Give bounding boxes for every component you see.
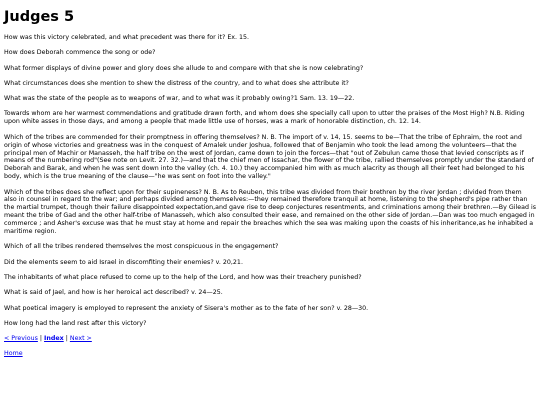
question-1: How was this victory celebrated, and what precedent was there for it? Ex. 15. <box>4 34 250 41</box>
nav-separator: | <box>39 335 43 343</box>
question-8: Which of the tribes does she reflect upon for their supineness? N. B. As to Reuben, this tribe was divided from their brethren by the river Jordan ; divided from them also in counsel in regard to the war; and perhaps divided among themselves:—they remained therefore tranquil at home, listening to the shepherd's pipe rather than the martial trumpet, though their failure disappointed expectation,and gave rise to deep conjectures resentments, and criminations among their brethren.—By Gilead is meant the tribe of Gad and the other half-tribe of Manasseh, which also consulted their ease, and remained on the other side of Jordan.—Dan was too much engaged in commerce ; and Asher's excuse was that he must stay at home and repair the breaches which the sea was making upon the coasts of his inheritance,as he inhabited a maritime region. <box>4 188 536 236</box>
question-2: How does Deborah commence the song or ode? <box>4 49 156 57</box>
question-4: What circumstances does she mention to shew the distress of the country, and to what does she attribute it? <box>4 79 349 87</box>
pagination-nav <box>4 335 536 343</box>
home-link[interactable]: Home <box>4 350 23 358</box>
question-11: The inhabitants of what place refused to come up to the help of the Lord, and how was their treachery punished? <box>4 273 362 281</box>
page-title: Judges 5 <box>4 9 75 25</box>
nav-separator: | <box>65 335 68 343</box>
previous-link[interactable]: < Previous <box>4 335 38 343</box>
index-link[interactable]: Index <box>44 335 64 343</box>
question-7: Which of the tribes are commended for their promptness in offering themselves? N. B. The import of v. 14, 15. seems to be—That the tribe of Ephraim, the root and origin of whose victories and greatness was in the conquest of Amalek under Joshua, followed that of Benjamin who took the lead among the volunteers—that the principal men of Machir or Manasseh, the half tribe on the west of Jordan, came down to join the forces—that "out of Zebulun came those that levied conscripts as if means of the numbering rod"(See note on Levit. 27. 32.)—and that the chief men of Issachar, the flower of the tribe, rallied themselves promptly under the standard of Deborah and Barak, and when he was sent down into the valley (ch. 4. 10.) they accompanied him with as much alacrity as though all their feet had belonged to his body, which is the true meaning of the clause—"he was sent on foot into the valley." <box>4 133 534 181</box>
question-14: How long had the land rest after this victory? <box>4 319 147 327</box>
question-10: Did the elements seem to aid Israel in discomfiting their enemies? v. 20,21. <box>4 258 243 266</box>
next-link[interactable]: Next > <box>69 335 92 343</box>
question-9: Which of all the tribes rendered themselves the most conspicuous in the engagement? <box>4 243 279 251</box>
question-5: What was the state of the people as to weapons of war, and to what was it probably owing?1 Sam. 13. 19—22. <box>4 95 355 103</box>
question-3: What former displays of divine power and glory does she allude to and compare with that she is now celebrating? <box>4 64 364 72</box>
question-6: Towards whom are her warmest commendations and gratitude drawn forth, and whom does she specially call upon to utter the praises of the Most High? N.B. Riding upon white asses in those days, and among a people that made little use of horses, was a mark of honorable distinction, ch. 12. 14. <box>4 110 525 126</box>
question-13: What poetical imagery is employed to represent the anxiety of Sisera's mother as to the fate of her son? v. 28—30. <box>4 304 369 312</box>
question-12: What is said of Jael, and how is her heroical act described? v. 24—25. <box>4 289 223 297</box>
home-nav <box>4 350 536 358</box>
